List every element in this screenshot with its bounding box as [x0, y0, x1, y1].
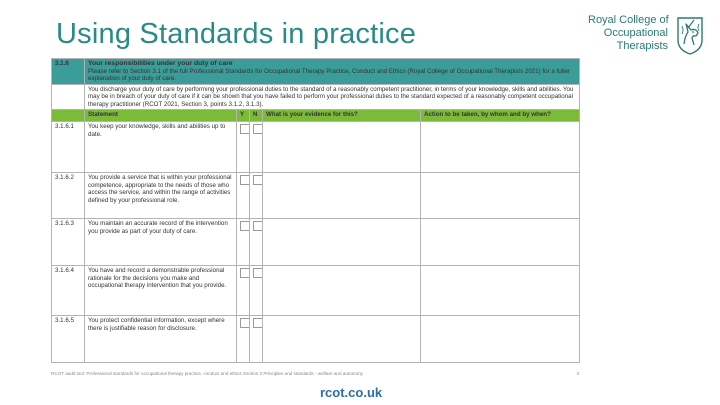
table-row — [52, 266, 580, 316]
intro-text: You discharge your duty of care by performing your professional duties to the standard of a reasonably competent practitioner, in terms of your knowledge, skills and abilities. You may be in breach of your duty of care if it can be shown that you have failed to perform your professional duties to the standard expected of a reasonably competent occupational therapy practitioner (RCOT 2021, Section 3, points 3.1.2, 3.1.3). — [85, 84, 580, 110]
col-statement: Statement — [85, 110, 237, 122]
audit-table — [51, 58, 580, 363]
table-row — [52, 173, 580, 219]
row-code: 3.1.6.4 — [52, 266, 85, 316]
website-url[interactable]: rcot.co.uk — [320, 385, 383, 400]
logo-line: Royal College of — [588, 14, 669, 26]
row-statement: You keep your knowledge, skills and abilities up to date. — [85, 122, 237, 173]
no-checkbox[interactable] — [253, 268, 263, 278]
action-field[interactable] — [421, 316, 580, 363]
no-checkbox[interactable] — [253, 318, 263, 328]
col-n: N — [250, 110, 263, 122]
page-number: 3 — [576, 371, 579, 376]
evidence-field[interactable] — [263, 173, 421, 219]
unicorn-crest-icon — [672, 14, 710, 56]
audit-form — [51, 58, 579, 363]
table-row — [52, 316, 580, 363]
document-footer — [51, 371, 579, 376]
logo-wordmark — [588, 14, 668, 53]
yes-checkbox[interactable] — [240, 318, 250, 328]
evidence-field[interactable] — [263, 122, 421, 173]
yes-checkbox[interactable] — [240, 221, 250, 231]
footer-text: RCOT audit tool: Professional standards for occupational therapy practice, conduct and ethics Section 3 Principles and standards - welfare and autonomy — [51, 371, 363, 376]
slide-title: Using Standards in practice — [56, 18, 417, 50]
no-checkbox[interactable] — [253, 221, 263, 231]
logo-line: Therapists — [616, 40, 668, 52]
rcot-logo — [588, 14, 712, 56]
row-code: 3.1.6.1 — [52, 122, 85, 173]
col-action: Action to be taken, by whom and by when? — [421, 110, 580, 122]
row-statement: You provide a service that is within your professional competence, appropriate to the needs of those who access the service, and within the range of activities defined by your professional role. — [85, 173, 237, 219]
section-subtitle: Please refer to Section 3.1 of the full Professional Standards for Occupational Therapy Practice, Conduct and Ethics (Royal College of Occupational Therapists 2021) for a fuller explanation of your duty of care. — [88, 67, 570, 82]
table-row — [52, 122, 580, 173]
action-field[interactable] — [421, 173, 580, 219]
section-code: 3.1.6 — [52, 59, 85, 85]
section-header-row — [52, 59, 580, 85]
section-header — [85, 59, 580, 85]
action-field[interactable] — [421, 122, 580, 173]
no-checkbox[interactable] — [253, 124, 263, 134]
row-code: 3.1.6.2 — [52, 173, 85, 219]
column-header-row — [52, 110, 580, 122]
evidence-field[interactable] — [263, 316, 421, 363]
evidence-field[interactable] — [263, 219, 421, 266]
section-title: Your responsibilities under your duty of care — [88, 60, 233, 67]
row-statement: You have and record a demonstrable professional rationale for the decisions you make and occupational therapy intervention that you provide. — [85, 266, 237, 316]
row-code: 3.1.6.3 — [52, 219, 85, 266]
logo-line: Occupational — [603, 27, 668, 39]
col-evidence: What is your evidence for this? — [263, 110, 421, 122]
table-row — [52, 219, 580, 266]
col-y: Y — [237, 110, 250, 122]
evidence-field[interactable] — [263, 266, 421, 316]
action-field[interactable] — [421, 219, 580, 266]
no-checkbox[interactable] — [253, 175, 263, 185]
yes-checkbox[interactable] — [240, 268, 250, 278]
row-statement: You protect confidential information, except where there is justifiable reason for disclosure. — [85, 316, 237, 363]
yes-checkbox[interactable] — [240, 175, 250, 185]
intro-row — [52, 84, 580, 110]
action-field[interactable] — [421, 266, 580, 316]
yes-checkbox[interactable] — [240, 124, 250, 134]
row-statement: You maintain an accurate record of the intervention you provide as part of your duty of care. — [85, 219, 237, 266]
row-code: 3.1.6.5 — [52, 316, 85, 363]
